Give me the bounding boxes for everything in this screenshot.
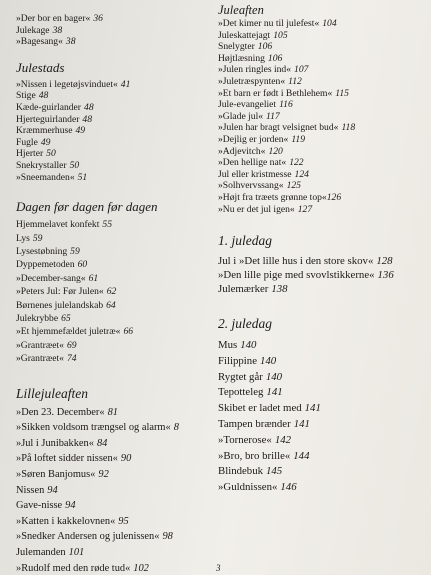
toc-entry: »December-sang« 61 <box>16 272 99 284</box>
toc-entry: »Glade jul« 117 <box>218 110 280 122</box>
toc-entry: Lys 59 <box>16 232 43 244</box>
toc-entry: Snekrystaller 50 <box>16 159 80 171</box>
toc-entry: »Juletræspynten« 112 <box>218 75 302 87</box>
page-number: 3 <box>216 563 221 573</box>
toc-entry: »Et hjemmefældet juletræ« 66 <box>16 326 134 338</box>
section-1-juledag <box>218 233 423 296</box>
toc-entry: Jule-evangeliet 116 <box>218 99 293 111</box>
section-heading: 1. juledag <box>218 233 272 249</box>
toc-entry: Lysestøbning 59 <box>16 245 80 257</box>
toc-entry: »Søren Banjomus« 92 <box>16 468 109 480</box>
toc-entry: »Guldnissen« 146 <box>218 481 297 494</box>
toc-entry: Gave-nisse 94 <box>16 500 76 512</box>
toc-entry: »Katten i kakkelovnen« 95 <box>16 515 129 527</box>
toc-entry: Jul i »Det lille hus i den store skov« 128 <box>218 255 393 268</box>
toc-entry: »Der bor en bager« 36 <box>16 13 103 24</box>
toc-entry: »Julen ringles ind« 107 <box>218 64 309 76</box>
toc-entry: Kræmmerhuse 49 <box>16 125 86 137</box>
toc-entry: Rygtet går 140 <box>218 370 283 383</box>
toc-entry: »Grantræet« 74 <box>16 353 77 365</box>
section-2-juledag <box>218 316 423 496</box>
toc-entry: Højtlæsning 106 <box>218 52 283 64</box>
toc-entry: »Nissen i legetøjsvinduet« 41 <box>16 78 131 90</box>
toc-entry: »Dejlig er jorden« 119 <box>218 133 306 145</box>
toc-entry: »Den hellige nat« 122 <box>218 157 304 169</box>
toc-entry: Børnenes julelandskab 64 <box>16 299 116 311</box>
toc-entry: »Solhvervssang« 125 <box>218 180 301 192</box>
toc-entry: »Julen har bragt velsignet bud« 118 <box>218 122 356 134</box>
toc-entry: Nissen 94 <box>16 484 58 496</box>
toc-entry: »Bagesang« 38 <box>16 36 76 48</box>
toc-entry: Juleskattejagt 105 <box>218 29 288 41</box>
toc-entry: »Tornerose« 142 <box>218 433 292 446</box>
left-column <box>16 13 211 575</box>
section-dagen-foer-dagen <box>16 199 211 365</box>
toc-entry: »Bro, bro brille« 144 <box>218 449 310 462</box>
toc-entry: Julemanden 101 <box>16 546 85 558</box>
toc-entry: Hjerteguirlander 48 <box>16 113 92 125</box>
toc-entry: »Nu er det jul igen« 127 <box>218 203 313 215</box>
toc-entry: Hjerter 50 <box>16 148 56 160</box>
section-top <box>16 13 211 48</box>
toc-entry: »Grantræet« 69 <box>16 339 77 351</box>
toc-entry: »Højt fra træets grønne top«126 <box>218 191 342 203</box>
section-heading: Dagen før dagen før dagen <box>16 199 158 215</box>
toc-entry: Snelygter 106 <box>218 41 273 53</box>
toc-entry: »På loftet sidder nissen« 90 <box>16 453 132 465</box>
toc-entry: Julemærker 138 <box>218 283 288 296</box>
toc-entry: Tepotteleg 141 <box>218 386 283 399</box>
toc-entry: »Den 23. December« 81 <box>16 406 118 418</box>
toc-entry: Skibet er ladet med 141 <box>218 402 321 415</box>
toc-entry: »Snedker Andersen og julenissen« 98 <box>16 531 173 543</box>
toc-entry: Jul eller kristmesse 124 <box>218 168 309 180</box>
toc-entry: Hjemmelavet konfekt 55 <box>16 219 112 231</box>
toc-entry: Filippine 140 <box>218 354 277 367</box>
section-heading: 2. juledag <box>218 316 272 332</box>
toc-entry: Julekrybbe 65 <box>16 312 71 324</box>
toc-entry: »Jul i Junibakken« 84 <box>16 437 108 449</box>
toc-entry: »Sikken voldsom trængsel og alarm« 8 <box>16 422 179 434</box>
toc-entry: Stige 48 <box>16 90 49 102</box>
toc-entry: Tampen brænder 141 <box>218 418 310 431</box>
section-juleaften <box>218 3 423 215</box>
section-heading: Julestads <box>16 59 65 75</box>
toc-entry: »Rudolf med den røde tud« 102 <box>16 562 149 574</box>
section-heading: Lillejuleaften <box>16 385 88 401</box>
right-column <box>218 3 423 496</box>
toc-entry: »Adjevitch« 120 <box>218 145 283 157</box>
section-julestads <box>16 60 211 183</box>
toc-entry: Dyppemetoden 60 <box>16 259 88 271</box>
toc-entry: Mus 140 <box>218 339 257 352</box>
toc-entry: Kæde-guirlander 48 <box>16 101 94 113</box>
toc-entry: Blindebuk 145 <box>218 465 283 478</box>
toc-entry: Julekage 38 <box>16 24 63 36</box>
toc-entry: »Den lille pige med svovlstikkerne« 136 <box>218 269 394 282</box>
toc-entry: »Sneemanden« 51 <box>16 171 88 183</box>
toc-entry: »Peters Jul: Før Julen« 62 <box>16 286 117 298</box>
toc-entry: »Det kimer nu til julefest« 104 <box>218 18 337 29</box>
toc-entry: »Et barn er født i Bethlehem« 115 <box>218 87 349 99</box>
toc-entry: Fugle 49 <box>16 136 51 148</box>
section-lillejuleaften <box>16 386 211 575</box>
section-heading: Juleaften <box>218 3 264 17</box>
